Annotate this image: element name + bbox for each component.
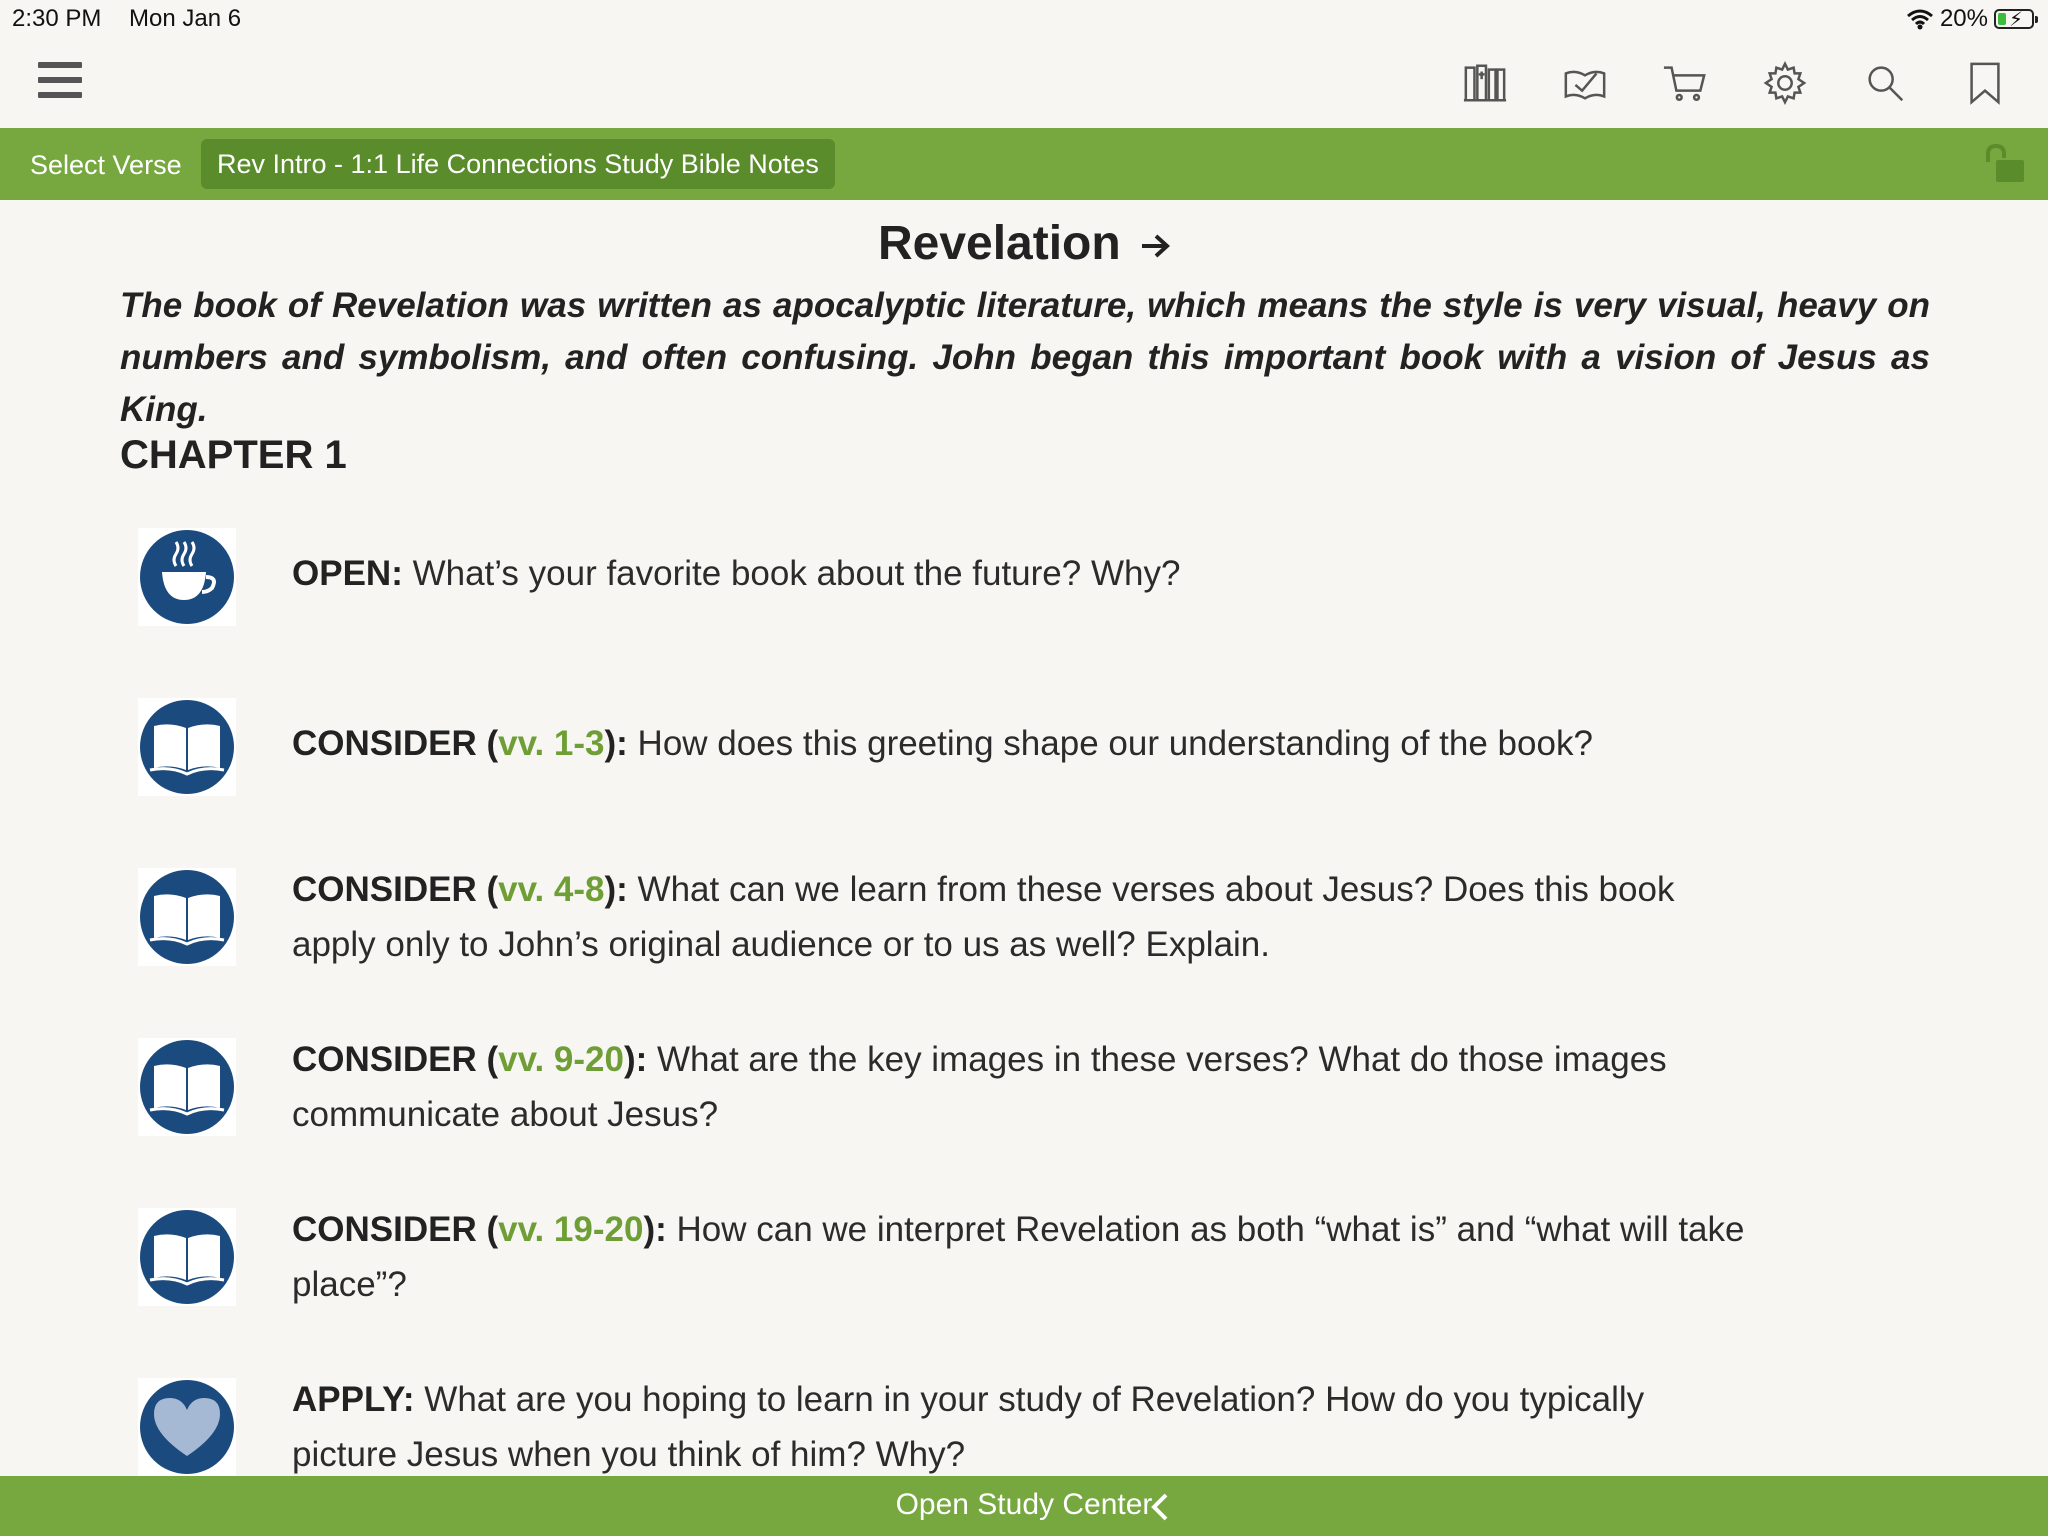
arrow-right-icon[interactable] [1140,233,1170,259]
book-title-text: Revelation [877,217,1121,270]
question-body: What are you hoping to learn in your study of Revelation? How do you typically picture Jesus when you think of him? Why? [292,1380,1645,1474]
notes-content [0,200,2048,1476]
cart-icon[interactable] [1660,58,1710,108]
coffee-cup-icon [138,528,236,626]
question-label-end: ): [604,724,628,763]
chevron-left-icon[interactable] [1148,1492,1172,1522]
resource-reference-button[interactable]: Rev Intro - 1:1 Life Connections Study Bible Notes [201,139,835,189]
bookmark-icon[interactable] [1960,58,2010,108]
question-text [292,862,1752,972]
open-study-center-button[interactable]: Open Study Center [895,1488,1153,1521]
settings-icon[interactable] [1760,58,1810,108]
open-book-icon [138,868,236,966]
question-body: What’s your favorite book about the future? Why? [412,554,1181,593]
battery-icon: ⚡ [1994,9,2034,29]
toolbar [1460,58,2010,108]
question-label-end: ): [623,1040,648,1079]
navigation-bar [0,128,2048,200]
question-label: CONSIDER ( [292,1210,499,1249]
question-text [292,1372,1752,1476]
question-label-end: ): [604,870,628,909]
open-book-icon [138,1038,236,1136]
question-body: How can we interpret Revelation as both “what is” and “what will take place”? [292,1210,1745,1304]
status-right [1906,5,2034,33]
question-label: CONSIDER ( [292,870,499,909]
menu-button[interactable] [38,62,82,104]
verse-link[interactable]: vv. 19-20 [498,1210,644,1249]
search-icon[interactable] [1860,58,1910,108]
question-label: CONSIDER ( [292,1040,499,1079]
question-label: CONSIDER ( [292,724,499,763]
question-text [292,1202,1752,1312]
reading-plan-icon[interactable] [1560,58,1610,108]
book-intro: The book of Revelation was written as apocalyptic literature, which means the style is very visual, heavy on numbers and symbolism, and often confusing. John began this important book with a vision of Jesus as King. [120,286,1930,429]
question-label-end: ): [643,1210,667,1249]
open-book-icon [138,1208,236,1306]
question-text [292,716,1752,771]
wifi-icon [1906,8,1934,30]
open-book-icon [138,698,236,796]
library-icon[interactable] [1460,58,1510,108]
status-bar [0,0,2048,40]
status-time: 2:30 PM [12,5,102,32]
select-verse-button[interactable]: Select Verse [30,150,182,180]
heart-icon [138,1378,236,1476]
question-body: What can we learn from these verses about Jesus? Does this book apply only to John’s original audience or to us as well? Explain. [292,870,1675,964]
study-center-bar[interactable] [0,1476,2048,1536]
verse-link[interactable]: vv. 4-8 [498,870,605,909]
question-label: APPLY: [292,1380,415,1419]
question-text [292,546,1752,601]
status-date: Mon Jan 6 [129,5,242,32]
question-label: OPEN: [292,554,403,593]
chapter-heading: CHAPTER 1 [120,433,347,477]
battery-percent: 20% [1939,5,1988,32]
unlock-icon[interactable] [1982,144,2026,184]
question-body: How does this greeting shape our understanding of the book? [637,724,1593,763]
verse-link[interactable]: vv. 9-20 [498,1040,624,1079]
question-text [292,1032,1752,1142]
question-body: What are the key images in these verses? What do those images communicate about Jesus? [292,1040,1667,1134]
verse-link[interactable]: vv. 1-3 [498,724,605,763]
book-title [0,216,2048,271]
